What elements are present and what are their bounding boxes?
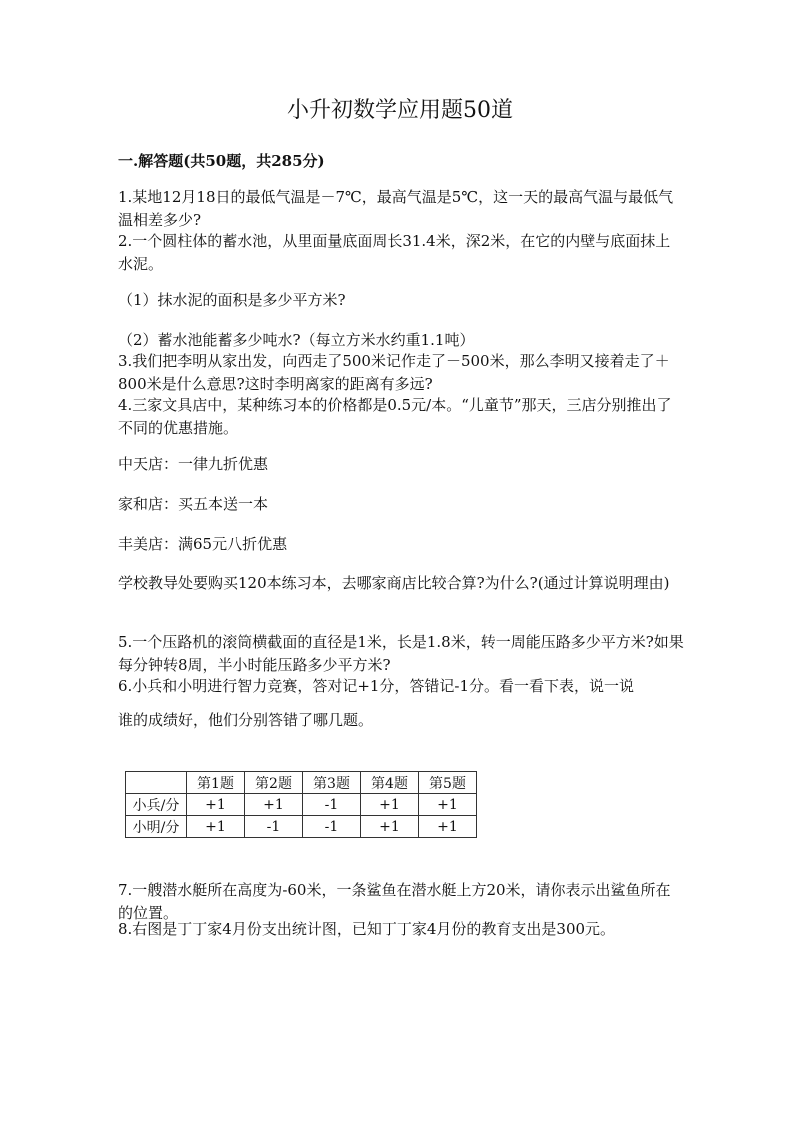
question-4-question: 学校教导处要购买120本练习本，去哪家商店比较合算?为什么?(通过计算说明理由) (118, 574, 670, 592)
question-7: 7.一艘潜水艇所在高度为-60米，一条鲨鱼在潜水艇上方20米，请你表示出鲨鱼所在的位置。 (118, 881, 671, 922)
table-row (126, 794, 477, 816)
table-header-row (126, 772, 477, 794)
question-5: 5.一个压路机的滚筒横截面的直径是1米，长是1.8米，转一周能压路多少平方米?如果每分钟转8周，半小时能压路多少平方米? (118, 633, 684, 674)
question-8: 8.右图是丁丁家4月份支出统计图，已知丁丁家4月份的教育支出是300元。 (118, 920, 616, 938)
row-label: 小兵/分 (126, 794, 187, 816)
score-table (125, 771, 477, 838)
table-cell: +1 (187, 816, 245, 838)
section-heading: 一.解答题(共50题，共285分) (118, 152, 325, 170)
question-6-line-2: 谁的成绩好，他们分别答错了哪几题。 (118, 711, 374, 729)
table-header-cell: 第2题 (245, 772, 303, 794)
question-1: 1.某地12月18日的最低气温是－7℃，最高气温是5℃，这一天的最高气温与最低气温相差多少? (118, 188, 674, 229)
question-4: 4.三家文具店中，某种练习本的价格都是0.5元/本。“儿童节”那天，三店分别推出了不同的优惠措施。 (118, 396, 672, 437)
table-header-cell (126, 772, 187, 794)
table-cell: -1 (245, 816, 303, 838)
table-cell: +1 (361, 794, 419, 816)
table-header-cell: 第5题 (419, 772, 477, 794)
table-cell: -1 (303, 816, 361, 838)
table-cell: +1 (187, 794, 245, 816)
question-2-part-1: （1）抹水泥的面积是多少平方米? (118, 291, 346, 309)
table-cell: +1 (419, 816, 477, 838)
question-3: 3.我们把李明从家出发，向西走了500米记作走了－500米，那么李明又接着走了＋800米是什么意思?这时李明离家的距离有多远? (118, 352, 670, 393)
table-header-cell: 第3题 (303, 772, 361, 794)
table-header-cell: 第1题 (187, 772, 245, 794)
table-cell: +1 (419, 794, 477, 816)
table-row (126, 816, 477, 838)
question-4-store-zhongtian: 中天店：一律九折优惠 (118, 455, 269, 473)
table-cell: +1 (361, 816, 419, 838)
question-6-line-1: 6.小兵和小明进行智力竞赛，答对记+1分，答错记-1分。看一看下表，说一说 (118, 677, 635, 695)
table-header-cell: 第4题 (361, 772, 419, 794)
question-2-part-2: （2）蓄水池能蓄多少吨水?（每立方米水约重1.1吨） (118, 331, 475, 349)
question-2: 2.一个圆柱体的蓄水池，从里面量底面周长31.4米，深2米，在它的内壁与底面抹上水泥。 (118, 232, 671, 273)
question-4-store-jiahe: 家和店：买五本送一本 (118, 495, 269, 513)
row-label: 小明/分 (126, 816, 187, 838)
table-cell: +1 (245, 794, 303, 816)
question-4-store-fengmei: 丰美店：满65元八折优惠 (118, 535, 288, 553)
table-cell: -1 (303, 794, 361, 816)
page-title: 小升初数学应用题50道 (287, 98, 513, 123)
